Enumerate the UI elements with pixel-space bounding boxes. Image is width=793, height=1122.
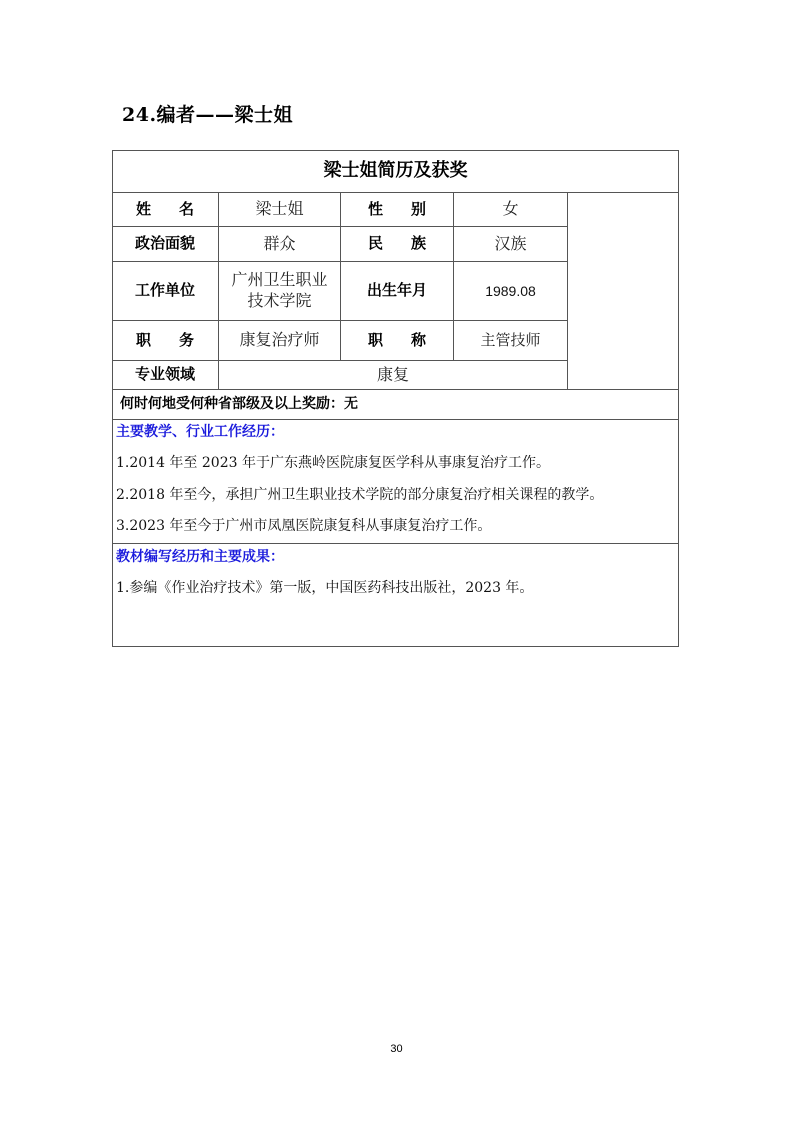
professional-title-value: 主管技师 xyxy=(480,330,541,349)
field-value: 康复 xyxy=(376,364,409,384)
politics-value: 群众 xyxy=(263,233,296,253)
experience-item: 3.2023 年至今于广州市凤凰医院康复科从事康复治疗工作。 xyxy=(116,518,492,534)
experience-item: 2.2018 年至今，承担广州卫生职业技术学院的部分康复治疗相关课程的教学。 xyxy=(116,487,604,503)
employer-value xyxy=(219,262,340,320)
gender-label: 性 别 xyxy=(368,199,426,218)
field-label: 专业领域 xyxy=(134,365,195,384)
grid-line xyxy=(112,543,679,544)
birth-value: 1989.08 xyxy=(485,282,536,299)
grid-line xyxy=(112,419,679,420)
politics-label: 政治面貌 xyxy=(134,234,195,253)
ethnicity-value: 汉族 xyxy=(494,233,527,253)
employer-value-line2: 技术学院 xyxy=(247,291,312,310)
textbook-item: 1.参编《作业治疗技术》第一版，中国医药科技出版社，2023 年。 xyxy=(116,580,534,596)
duty-label: 职 务 xyxy=(136,330,194,349)
name-label: 姓 名 xyxy=(136,199,194,218)
employer-label: 工作单位 xyxy=(134,281,195,300)
ethnicity-label: 民 族 xyxy=(368,234,426,253)
duty-value: 康复治疗师 xyxy=(239,330,320,350)
textbooks-heading: 教材编写经历和主要成果： xyxy=(116,549,284,565)
page-number: 30 xyxy=(390,1043,403,1055)
page-heading: 24.编者——梁士姐 xyxy=(122,104,294,126)
name-value: 梁士姐 xyxy=(255,199,304,219)
awards-text: 何时何地受何种省部级及以上奖励：无 xyxy=(120,396,358,413)
professional-title-label: 职 称 xyxy=(368,330,426,349)
table-title: 梁士姐简历及获奖 xyxy=(323,160,468,182)
experience-item: 1.2014 年至 2023 年于广东燕岭医院康复医学科从事康复治疗工作。 xyxy=(116,455,550,471)
grid-line xyxy=(567,192,568,389)
gender-value: 女 xyxy=(502,199,519,219)
birth-label: 出生年月 xyxy=(366,281,427,300)
employer-value-line1: 广州卫生职业 xyxy=(231,270,328,290)
experience-heading: 主要教学、行业工作经历： xyxy=(116,424,284,440)
